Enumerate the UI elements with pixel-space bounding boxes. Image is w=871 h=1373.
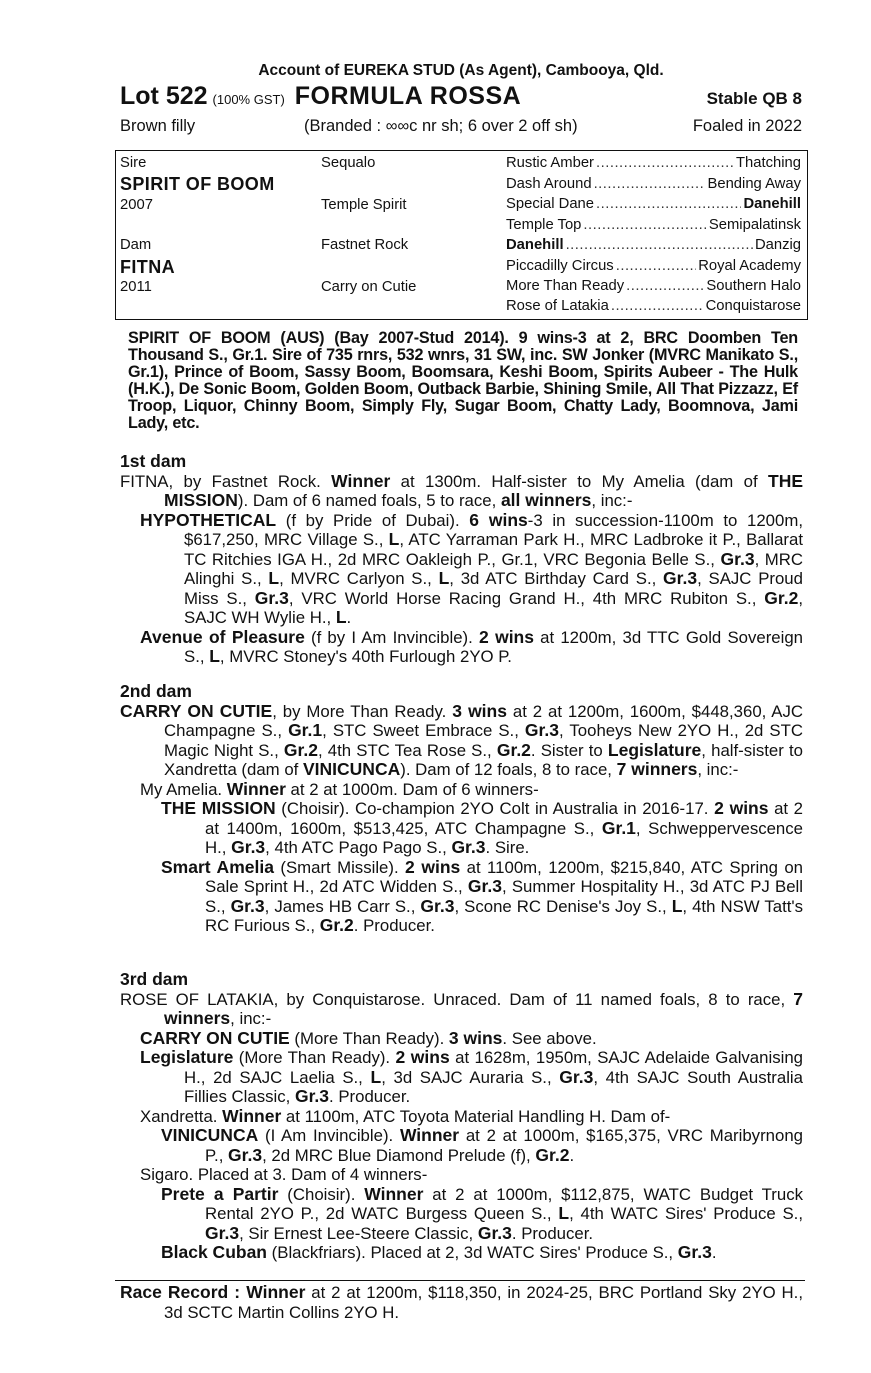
gst-note: (100% GST): [212, 92, 285, 107]
bold-run: Gr.2: [496, 739, 531, 760]
text-run: My Amelia.: [140, 779, 227, 799]
text-run: , MVRC Carlyon S.,: [279, 569, 439, 588]
dam-paragraph: [120, 472, 803, 511]
text-run: at 2 at 1000m, $112,875, WATC Budget Truck Rental 2YO P., 2d WATC Burgess Queen S.,: [205, 1184, 803, 1223]
text-run: (f by I Am Invincible).: [304, 627, 479, 647]
bold-run: Gr.2: [283, 739, 318, 760]
bold-run: Gr.3: [451, 837, 486, 857]
bold-run: Gr.3: [231, 837, 266, 857]
text-run: , VRC World Horse Racing Grand H., 4th MRC Rubiton S.,: [288, 588, 765, 608]
dam-year: 2011: [120, 279, 152, 295]
bold-run: THE MISSION: [161, 798, 276, 818]
bold-run: Gr.3: [663, 568, 698, 588]
text-run: , 3d ATC Birthday Card S.,: [449, 569, 664, 588]
bold-run: 2 wins: [405, 856, 461, 877]
text-run: . Producer.: [353, 916, 435, 935]
text-run: (f by Pride of Dubai).: [276, 510, 470, 530]
text-run: at 1628m, 1950m, SAJC Adelaide Galvanising H., 2d SAJC Laelia S.,: [184, 1048, 803, 1087]
bold-run: Black Cuban: [161, 1242, 267, 1262]
text-run: . Sire.: [485, 838, 530, 857]
text-run: , 3d SAJC Auraria S.,: [381, 1067, 560, 1087]
bold-run: Gr.3: [230, 895, 265, 916]
bold-run: 3 wins: [452, 700, 507, 721]
section-heading: 3rd dam: [120, 969, 189, 989]
text-run: , 4th STC Tea Rose S.,: [317, 740, 497, 760]
text-run: .: [569, 1145, 575, 1165]
sire-year: 2007: [120, 197, 153, 213]
text-run: (More Than Ready).: [289, 1028, 449, 1048]
bold-run: 6 wins: [469, 509, 528, 530]
bold-run: Gr.3: [254, 587, 289, 608]
bold-run: Gr.3: [228, 1144, 263, 1165]
gen3-row: Danehill ..... Danzig: [506, 237, 801, 253]
text-run: , Schweppervescence H.,: [205, 818, 803, 857]
bold-run: L: [671, 895, 683, 916]
text-run: , SAJC WH Wylie H.,: [184, 588, 803, 627]
catalogue-header: [120, 62, 802, 139]
first-dam-section: [120, 452, 803, 667]
foaled-year: Foaled in 2022: [692, 116, 802, 135]
bold-run: Gr.1: [601, 817, 636, 838]
text-run: .: [346, 608, 352, 627]
text-run: (Smart Missile).: [273, 857, 406, 877]
progeny-entry: [120, 1185, 803, 1244]
stable-number: Stable QB 8: [706, 89, 802, 108]
bold-run: 2 wins: [714, 798, 769, 818]
bold-run: Gr.3: [294, 1086, 330, 1106]
bold-run: L: [370, 1066, 382, 1087]
bold-run: 3 wins: [448, 1027, 503, 1048]
text-run: , James HB Carr S.,: [264, 896, 421, 916]
text-run: , Scone RC Denise's Joy S.,: [454, 896, 672, 916]
bold-run: L: [438, 568, 450, 588]
text-run: , ATC Yarraman Park H., MRC Ladbroke it P., Ballarat TC Ritchies IGA H., 2d MRC Oakleigh P.,: [184, 530, 803, 569]
vendor-account: Account of EUREKA STUD (As Agent), Cambooya, Qld.: [258, 62, 664, 79]
bold-run: Winner: [364, 1183, 424, 1204]
bold-run: 2 wins: [395, 1047, 450, 1067]
horse-details: [120, 113, 802, 139]
bold-run: Gr.3: [205, 1222, 240, 1243]
second-dam-section: [120, 682, 803, 936]
bold-run: Winner: [226, 778, 286, 799]
bold-run: Gr.3: [467, 876, 502, 896]
text-run: , by More Than Ready.: [272, 701, 453, 721]
bold-run: Gr.2: [319, 915, 354, 935]
text-run: , STC Sweet Embrace S.,: [322, 721, 525, 740]
sire-dam: Temple Spirit: [321, 197, 407, 213]
dam-label: Dam: [120, 237, 152, 253]
gen3-row: Piccadilly Circus ..... Royal Academy: [506, 258, 801, 274]
bold-run: VINICUNCA: [161, 1125, 259, 1145]
gen3-row: Rose of Latakia ..... Conquistarose: [506, 298, 801, 314]
divider-rule: [115, 1280, 805, 1281]
race-record-section: [120, 1283, 803, 1322]
text-run: , inc:-: [591, 491, 633, 510]
text-run: (I Am Invincible).: [258, 1126, 400, 1145]
gen3-row: Special Dane ..... Danehill: [506, 196, 801, 212]
dam-paragraph: [120, 990, 803, 1029]
text-run: at 2 at 1200m, 1600m, $448,360, AJC Champagne S.,: [164, 701, 803, 740]
text-run: Xandretta.: [140, 1106, 223, 1126]
text-run: , 2d MRC Blue Diamond Prelude (f),: [262, 1145, 536, 1165]
progeny-entry: [120, 858, 803, 936]
text-run: , Summer Hospitality H., 3d ATC PJ Bell S.,: [205, 877, 803, 916]
bold-run: Winner: [399, 1125, 460, 1145]
text-run: (Choisir).: [278, 1184, 365, 1204]
text-run: -3 in succession-1100m to 1200m, $617,250, MRC Village S.,: [184, 510, 803, 549]
sex-colour: Brown filly: [120, 116, 196, 135]
text-run: , Tooheys New 2YO H., 2d STC Magic Night S.,: [164, 721, 803, 760]
progeny-entry: [120, 1048, 803, 1107]
text-run: at 1100m, 1200m, $215,840, ATC Spring on Sale Sprint H., 2d ATC Widden S.,: [205, 857, 803, 896]
bold-run: L: [268, 568, 280, 588]
bold-run: Race Record :: [120, 1282, 247, 1302]
text-run: at 1200m, 3d TTC Gold Sovereign S.,: [184, 627, 804, 666]
bold-run: THE MISSION: [164, 470, 803, 510]
text-run: , MVRC Stoney's 40th Furlough 2YO P.: [219, 647, 512, 666]
bold-run: Winner: [222, 1105, 282, 1126]
text-run: . Producer.: [511, 1223, 594, 1243]
text-run: at 1300m. Half-sister to My Amelia (dam of: [390, 471, 768, 491]
text-run: , VRC Begonia Belle S.,: [533, 549, 721, 569]
bold-run: L: [558, 1203, 570, 1223]
bold-run: HYPOTHETICAL: [140, 509, 277, 530]
race-record: [120, 1283, 803, 1322]
text-run: . Producer.: [329, 1087, 411, 1106]
text-run: Sigaro. Placed at 3. Dam of 4 winners-: [140, 1165, 428, 1184]
text-run: , 4th NSW Tatt's RC Furious S.,: [205, 896, 804, 935]
third-dam-section: [120, 970, 803, 1263]
bold-run: Gr.3: [559, 1066, 594, 1087]
bold-run: VINICUNCA: [303, 759, 401, 779]
text-run: , MRC Alinghi S.,: [184, 549, 804, 588]
bold-run: Gr.3: [720, 548, 755, 569]
sire-name: SPIRIT OF BOOM: [120, 174, 275, 194]
sire-sire: Sequalo: [321, 155, 376, 171]
dam-paragraph: [120, 702, 803, 780]
bold-run: Gr.3: [524, 720, 559, 740]
text-run: ). Dam of 6 named foals, 5 to race,: [237, 491, 501, 510]
text-run: at 2 at 1400m, 1600m, $513,425, ATC Champagne S.,: [205, 799, 803, 838]
bold-run: Gr.3: [477, 1222, 512, 1243]
bold-run: Winner: [331, 470, 391, 491]
text-run: . See above.: [502, 1028, 597, 1048]
text-run: , 4th WATC Sires' Produce S.,: [569, 1204, 803, 1223]
text-run: , inc:-: [230, 1009, 272, 1028]
bold-run: Gr.1: [288, 720, 323, 740]
bold-run: L: [209, 646, 220, 666]
gen3-row: More Than Ready ..... Southern Halo: [506, 278, 801, 294]
lot-line: [120, 82, 802, 112]
text-run: FITNA, by Fastnet Rock.: [120, 471, 332, 491]
dam-dam: Carry on Cutie: [321, 279, 417, 295]
text-run: ROSE OF LATAKIA, by Conquistarose. Unraced. Dam of 11 named foals, 8 to race,: [120, 989, 794, 1009]
text-run: , SAJC Proud Miss S.,: [184, 569, 803, 608]
gen3-row: Dash Around ..... Bending Away: [506, 176, 801, 192]
pedigree-table: [115, 150, 808, 320]
bold-run: Legislature: [140, 1047, 234, 1067]
text-run: (More Than Ready).: [233, 1048, 396, 1067]
bold-run: 7 winners: [164, 988, 803, 1028]
text-run: , Sir Ernest Lee-Steere Classic,: [239, 1223, 478, 1243]
text-run: , 4th ATC Pago Pago S.,: [265, 838, 452, 857]
text-run: . Sister to: [530, 740, 608, 760]
bold-run: Avenue of Pleasure: [140, 626, 305, 647]
text-run: , half-sister to Xandretta (dam of: [164, 740, 803, 779]
horse-name: FORMULA ROSSA: [294, 82, 522, 110]
progeny-entry: [120, 1107, 803, 1127]
sire-label: Sire: [120, 155, 147, 171]
section-heading: 2nd dam: [120, 681, 192, 701]
bold-run: Prete a Partir: [161, 1183, 279, 1204]
text-run: .: [711, 1243, 717, 1262]
section-heading: 1st dam: [120, 451, 187, 471]
text-run: at 1100m, ATC Toyota Material Handling H. Dam of-: [281, 1106, 671, 1126]
bold-run: Gr.2: [535, 1144, 570, 1165]
bold-run: Winner: [246, 1282, 306, 1302]
bold-run: Legislature: [607, 739, 702, 760]
text-run: , inc:-: [697, 760, 739, 779]
bold-run: L: [388, 529, 400, 549]
bold-run: 2 wins: [478, 626, 534, 647]
text-run: (Blackfriars). Placed at 2, 3d WATC Sires' Produce S.,: [267, 1243, 678, 1262]
gen3-row: Temple Top ..... Semipalatinsk: [506, 217, 801, 233]
bold-run: L: [335, 607, 347, 627]
progeny-entry: [120, 780, 803, 800]
bold-run: Gr.2: [764, 587, 799, 608]
progeny-entry: [120, 1029, 803, 1049]
dam-sire: Fastnet Rock: [321, 237, 409, 253]
bold-run: Gr.3: [420, 895, 455, 916]
bold-run: 7 winners: [616, 759, 698, 779]
progeny-entry: [120, 799, 803, 858]
text-run: (Choisir). Co-champion 2YO Colt in Australia in 2016-17.: [275, 799, 715, 818]
text-run: at 2 at 1000m. Dam of 6 winners-: [285, 779, 539, 799]
bold-run: CARRY ON CUTIE: [140, 1027, 290, 1048]
text-run: , 4th SAJC South Australia Fillies Classic,: [184, 1067, 803, 1106]
text-run: ). Dam of 12 foals, 8 to race,: [400, 760, 617, 779]
text-run: at 2 at 1200m, $118,350, in 2024-25, BRC Portland Sky 2YO H., 3d SCTC Martin Collins 2YO H.: [164, 1283, 803, 1322]
bold-run: CARRY ON CUTIE: [120, 700, 273, 721]
text-run: Gr.1: [501, 549, 534, 569]
text-run: at 2 at 1000m, $165,375, VRC Maribyrnong P.,: [205, 1126, 803, 1165]
progeny-entry: [120, 1243, 803, 1263]
lot-number: Lot 522: [120, 82, 208, 110]
brand-note: (Branded : ∞∞c nr sh; 6 over 2 off sh): [304, 116, 578, 135]
progeny-entry: [120, 1165, 803, 1185]
bold-run: all winners: [500, 490, 592, 510]
progeny-entry: [120, 628, 803, 667]
dam-name: FITNA: [120, 257, 175, 277]
progeny-entry: [120, 511, 803, 628]
progeny-entry: [120, 1126, 803, 1165]
gen3-row: Rustic Amber ..... Thatching: [506, 155, 801, 171]
bold-run: Gr.3: [677, 1242, 712, 1262]
sire-summary: SPIRIT OF BOOM (AUS) (Bay 2007-Stud 2014). 9 wins-3 at 2, BRC Doomben Ten Thousand S., Gr.1. Sire of 735 rnrs, 532 wnrs, 31 SW, inc. SW Jonker (MVRC Manikato S., Gr.1), Prince of Boom, Sassy Boom, Boomsara, Keshi Boom, Spirits Aubeer - The Hulk (H.K.), De Sonic Boom, Golden Boom, Outback Barbie, Shining Smile, All That Pizzazz, Ef Troop, Liquor, Chinny Boom, Simply Fly, Sugar Boom, Chatty Lady, Boomnova, Jami Lady, etc.: [128, 329, 798, 432]
bold-run: Smart Amelia: [161, 856, 274, 877]
